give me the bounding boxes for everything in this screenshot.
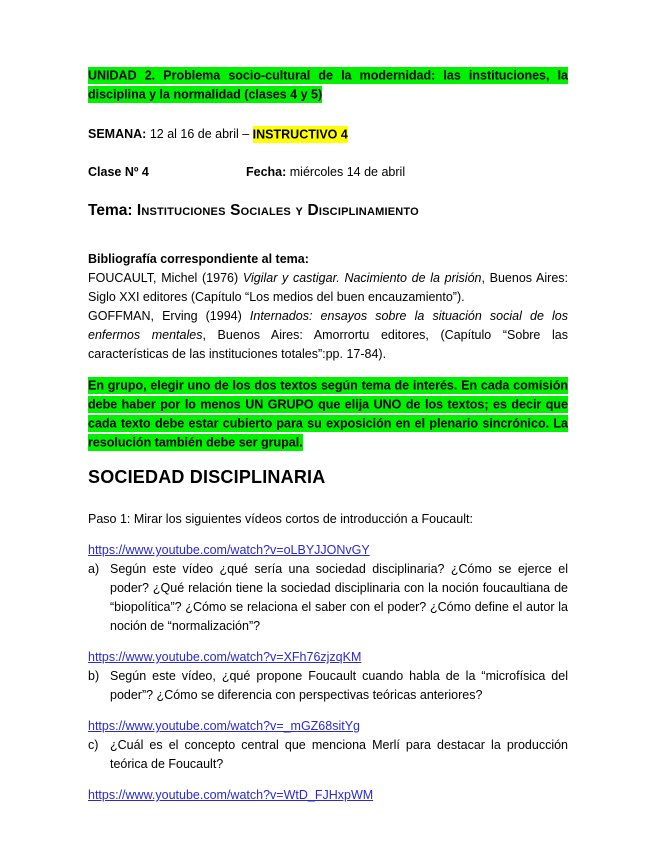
- biblio-entry-title: Internados: ensayos sobre la situación social de los enfermos mentales: [88, 309, 568, 342]
- clase-line: [88, 163, 568, 182]
- tema-label: Tema:: [88, 202, 137, 219]
- biblio-entry-pre: GOFFMAN, Erving (1994): [88, 309, 250, 323]
- unit-header: [88, 66, 568, 104]
- biblio-entry-goffman: [88, 307, 568, 364]
- video-link-c[interactable]: https://www.youtube.com/watch?v=_mGZ68sitYg: [88, 719, 360, 733]
- fecha-value: miércoles 14 de abril: [286, 165, 406, 179]
- question-marker: a): [88, 562, 100, 576]
- semana-dates: 12 al 16 de abril –: [146, 127, 253, 141]
- video-link-d[interactable]: https://www.youtube.com/watch?v=WtD_FJHxpWM: [88, 788, 374, 802]
- group-instruction: [88, 376, 568, 452]
- video-link-a[interactable]: https://www.youtube.com/watch?v=oLBYJJONvGY: [88, 543, 370, 557]
- biblio-entry-post: , Buenos Aires: Amorrortu editores, (Capítulo “Sobre las características de las instituciones totales”:pp. 17-84).: [88, 328, 568, 361]
- question-item-c: [88, 736, 568, 774]
- question-item-b: [88, 667, 568, 705]
- paso1-text: Paso 1: Mirar los siguientes vídeos cortos de introducción a Foucault:: [88, 512, 473, 526]
- bibliografia-heading: Bibliografía correspondiente al tema:: [88, 252, 309, 266]
- video-link-line: [88, 717, 568, 736]
- fecha-label: Fecha:: [246, 165, 287, 179]
- biblio-entry-title: Vigilar y castigar. Nacimiento de la prisión: [242, 271, 482, 285]
- question-text: Según este vídeo ¿qué sería una sociedad disciplinaria? ¿Cómo se ejerce el poder? ¿Qué relación tiene la sociedad disciplinaria con la noción foucaultiana de “biopolítica”? ¿Cómo se relaciona el saber con el poder? ¿Cómo define el autor la noción de “normalización”?: [110, 562, 568, 633]
- video-link-line: [88, 786, 568, 805]
- question-item-a: [88, 560, 568, 636]
- unit-header-highlight: UNIDAD 2. Problema socio-cultural de la modernidad: las instituciones, la disciplina y la normalidad (clases 4 y 5): [88, 68, 568, 101]
- clase-number: Clase Nº 4: [88, 165, 149, 179]
- semana-label: SEMANA:: [88, 127, 147, 141]
- instructivo-highlight: INSTRUCTIVO 4: [252, 127, 348, 141]
- biblio-entry-post: , Buenos Aires: Siglo XXI editores (Capítulo “Los medios del buen encauzamiento”).: [88, 271, 568, 304]
- biblio-entry-foucault: [88, 269, 568, 307]
- video-link-line: [88, 648, 568, 667]
- question-marker: c): [88, 738, 99, 752]
- question-text: Según este vídeo, ¿qué propone Foucault cuando habla de la “microfísica del poder”? ¿Cómo se diferencia con perspectivas teóricas anteriores?: [110, 669, 568, 702]
- video-link-b[interactable]: https://www.youtube.com/watch?v=XFh76zjzqKM: [88, 650, 362, 664]
- question-text: ¿Cuál es el concepto central que menciona Merlí para destacar la producción teórica de Foucault?: [110, 738, 568, 771]
- question-marker: b): [88, 669, 100, 683]
- section-heading: SOCIEDAD DISCIPLINARIA: [88, 467, 326, 487]
- group-instruction-highlight: En grupo, elegir uno de los dos textos según tema de interés. En cada comisión debe haber por lo menos UN GRUPO que elija UNO de los textos; es decir que cada texto debe estar cubierto para su exposición en el plenario sincrónico. La resolución también debe ser grupal.: [88, 378, 568, 449]
- semana-line: [88, 125, 568, 144]
- video-link-line: [88, 541, 568, 560]
- tema-title: Instituciones Sociales y Disciplinamiento: [136, 202, 419, 219]
- biblio-entry-pre: FOUCAULT, Michel (1976): [88, 271, 243, 285]
- tema-heading: [88, 200, 568, 222]
